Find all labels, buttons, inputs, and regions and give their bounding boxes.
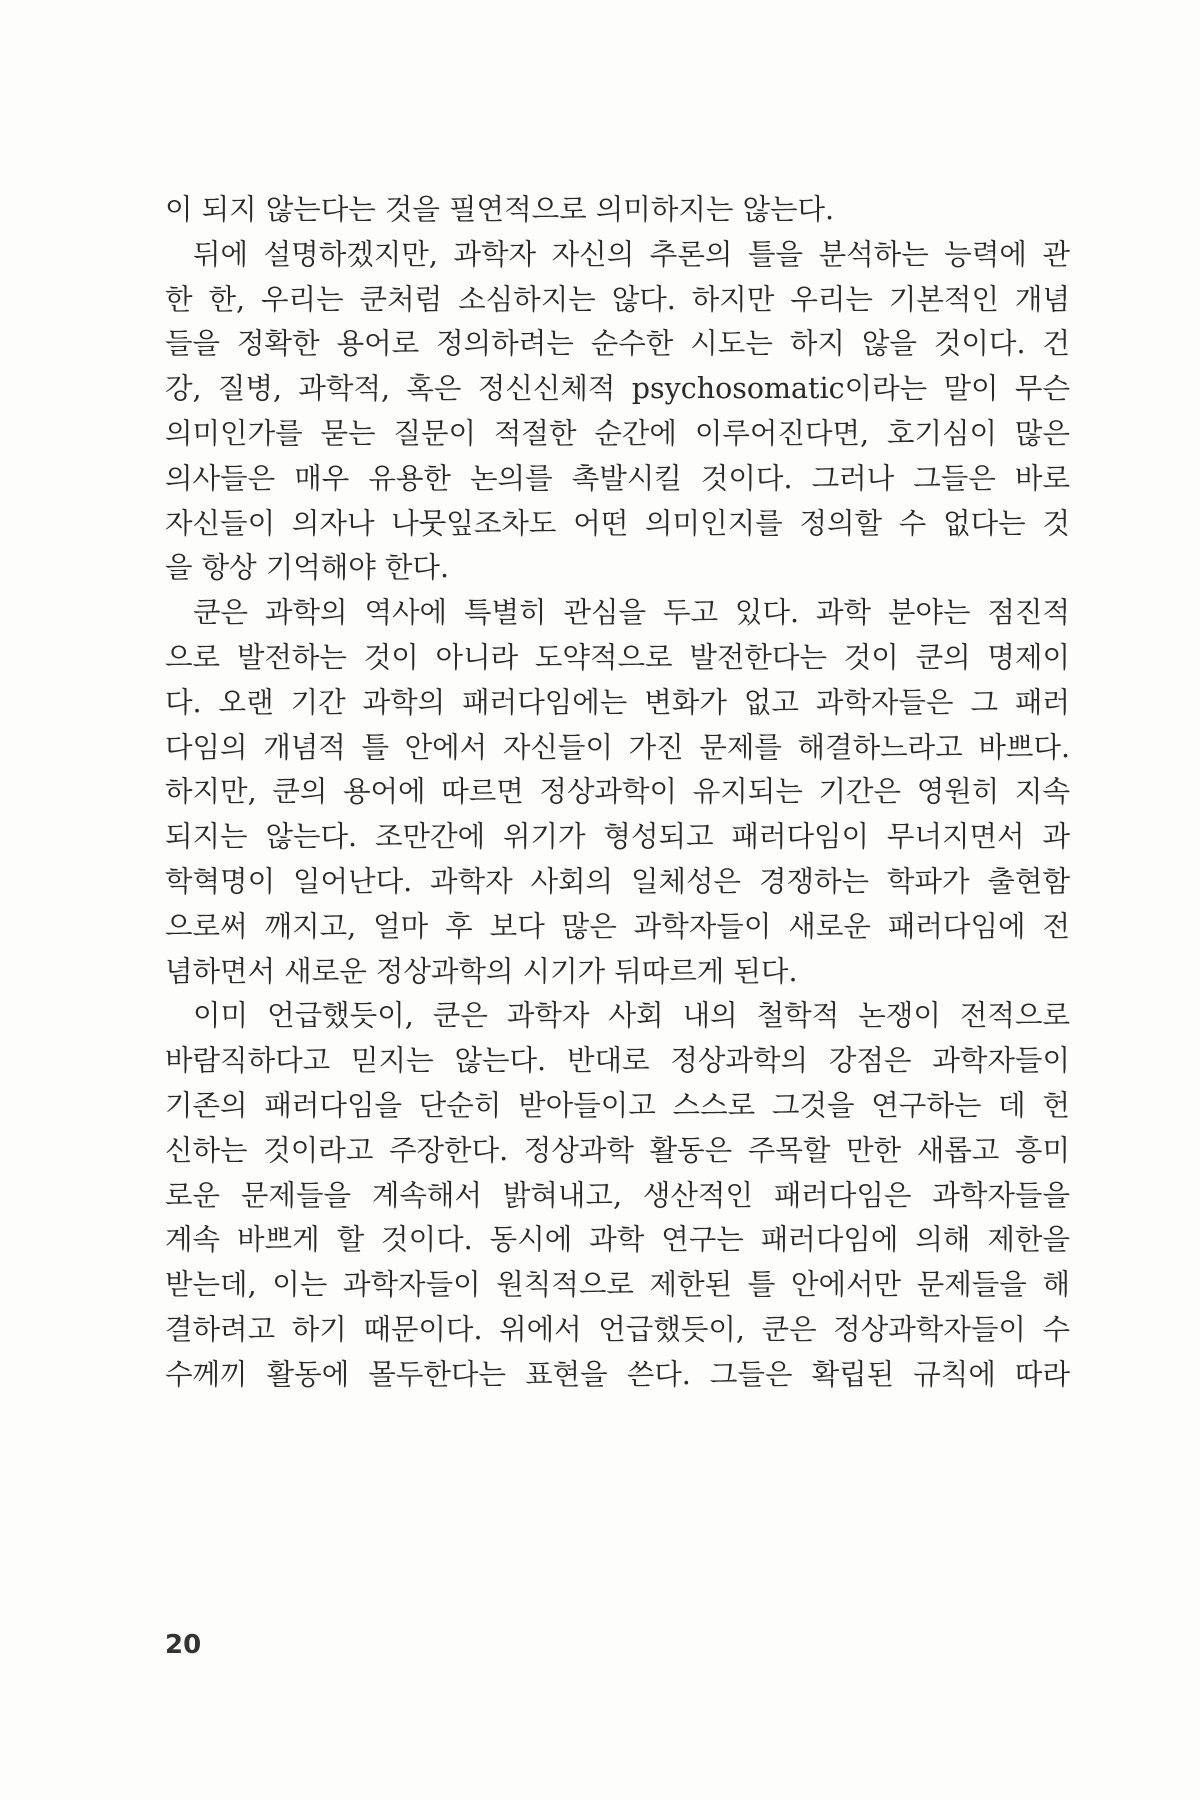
text-line: 의사들은 매우 유용한 논의를 촉발시킬 것이다. 그러나 그들은 바로 xyxy=(165,461,1070,495)
text-line: 기존의 패러다임을 단순히 받아들이고 스스로 그것을 연구하는 데 헌 xyxy=(165,1088,1070,1122)
text-line: 다임의 개념적 틀 안에서 자신들이 가진 문제를 해결하느라고 바쁘다. xyxy=(165,730,1070,764)
text-line: 하지만, 쿤의 용어에 따르면 정상과학이 유지되는 기간은 영원히 지속 xyxy=(165,775,1070,809)
text-line: 다. 오랜 기간 과학의 패러다임에는 변화가 없고 과학자들은 그 패러 xyxy=(165,685,1070,719)
text-line: 을 항상 기억해야 한다. xyxy=(165,551,450,585)
text-line: 의미인가를 묻는 질문이 적절한 순간에 이루어진다면, 호기심이 많은 xyxy=(165,416,1070,450)
text-line: 결하려고 하기 때문이다. 위에서 언급했듯이, 쿤은 정상과학자들이 수 xyxy=(165,1312,1070,1346)
text-line: 학혁명이 일어난다. 과학자 사회의 일체성은 경쟁하는 학파가 출현함 xyxy=(165,864,1070,898)
text-line: 념하면서 새로운 정상과학의 시기가 뒤따르게 된다. xyxy=(165,954,798,988)
text-line: 로운 문제들을 계속해서 밝혀내고, 생산적인 패러다임은 과학자들을 xyxy=(165,1178,1070,1212)
text-line: 계속 바쁘게 할 것이다. 동시에 과학 연구는 패러다임에 의해 제한을 xyxy=(165,1223,1070,1257)
body-text xyxy=(165,188,1070,1398)
text-line: 으로써 깨지고, 얼마 후 보다 많은 과학자들이 새로운 패러다임에 전 xyxy=(165,909,1070,943)
text-line: 되지는 않는다. 조만간에 위기가 형성되고 패러다임이 무너지면서 과 xyxy=(165,820,1070,854)
text-line: 쿤은 과학의 역사에 특별히 관심을 두고 있다. 과학 분야는 점진적 xyxy=(193,596,1070,630)
text-line: 수께끼 활동에 몰두한다는 표현을 쓴다. 그들은 확립된 규칙에 따라 xyxy=(165,1357,1070,1391)
text-line: 바람직하다고 믿지는 않는다. 반대로 정상과학의 강점은 과학자들이 xyxy=(165,1044,1070,1078)
text-line: 자신들이 의자나 나뭇잎조차도 어떤 의미인지를 정의할 수 없다는 것 xyxy=(165,506,1070,540)
text-line: 이 되지 않는다는 것을 필연적으로 의미하지는 않는다. xyxy=(165,193,835,226)
text-line: 한 한, 우리는 쿤처럼 소심하지는 않다. 하지만 우리는 기본적인 개념 xyxy=(165,282,1070,316)
text-line: 이미 언급했듯이, 쿤은 과학자 사회 내의 철학적 논쟁이 전적으로 xyxy=(193,999,1070,1033)
text-line: 들을 정확한 용어로 정의하려는 순수한 시도는 하지 않을 것이다. 건 xyxy=(165,327,1070,361)
text-line: 신하는 것이라고 주장한다. 정상과학 활동은 주목할 만한 새롭고 흥미 xyxy=(165,1133,1070,1167)
text-line: 뒤에 설명하겠지만, 과학자 자신의 추론의 틀을 분석하는 능력에 관 xyxy=(193,237,1070,271)
text-line: 으로 발전하는 것이 아니라 도약적으로 발전한다는 것이 쿤의 명제이 xyxy=(165,640,1070,674)
page-number: 20 xyxy=(165,1630,202,1660)
text-line: 받는데, 이는 과학자들이 원칙적으로 제한된 틀 안에서만 문제들을 해 xyxy=(165,1268,1070,1302)
text-line: 강, 질병, 과학적, 혹은 정신신체적 psychosomatic이라는 말이 무슨 xyxy=(165,372,1070,406)
